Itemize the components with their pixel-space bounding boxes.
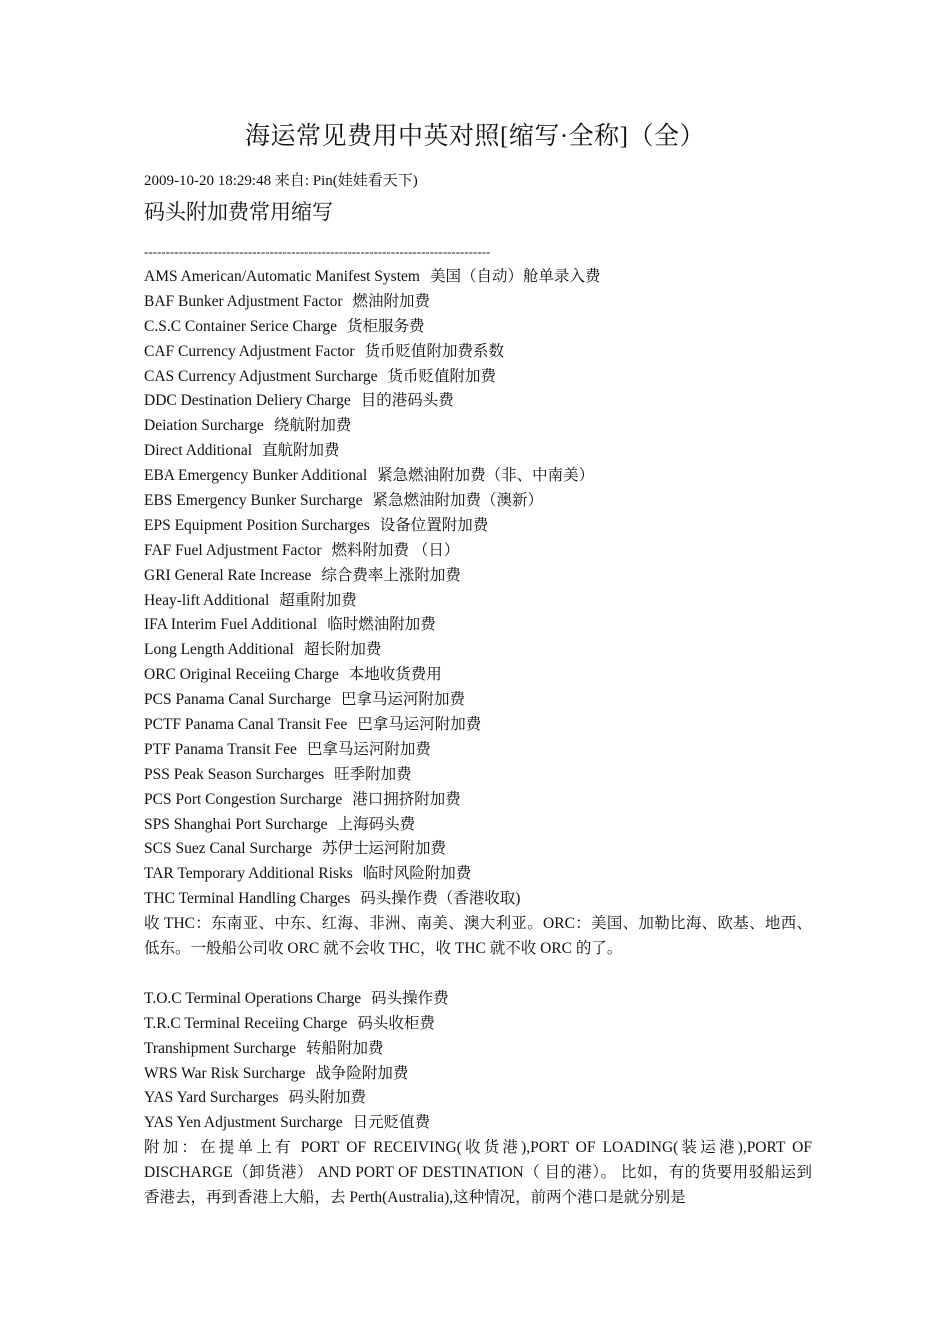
- abbreviation-entry: [144, 1037, 812, 1062]
- abbreviation-entry: [144, 788, 812, 813]
- thc-note-paragraph: 收 THC：东南亚、中东、红海、非洲、南美、澳大利亚。ORC：美国、加勒比海、欧基、地西、低东。一般船公司收 ORC 就不会收 THC，收 THC 就不收 ORC 的了。: [144, 915, 812, 958]
- entry-chinese: 巴拿马运河附加费: [340, 691, 465, 709]
- entry-chinese: 目的港码头费: [360, 392, 454, 410]
- entry-chinese: 货柜服务费: [347, 317, 425, 335]
- abbreviation-entry: [144, 1012, 812, 1037]
- entry-chinese: 巴拿马运河附加费: [306, 740, 431, 758]
- entry-english: CAS Currency Adjustment Surcharge: [144, 367, 378, 385]
- abbreviation-entry: [144, 1111, 812, 1136]
- abbreviation-entry: [144, 564, 812, 589]
- abbreviation-entry: [144, 987, 812, 1012]
- entry-chinese: 码头附加费: [288, 1089, 366, 1107]
- entry-english: AMS American/Automatic Manifest System: [144, 268, 420, 285]
- entry-english: PSS Peak Season Surcharges: [144, 765, 325, 783]
- abbreviation-list: [144, 265, 812, 1211]
- abbreviation-entry: [144, 862, 812, 887]
- entry-english: CAF Currency Adjustment Factor: [144, 342, 355, 360]
- entry-english: YAS Yard Surcharges: [144, 1089, 279, 1107]
- entry-chinese: 巴拿马运河附加费: [357, 716, 482, 734]
- post-meta: 2009-10-20 18:29:48 来自: Pin(娃娃看天下): [144, 173, 418, 189]
- abbreviation-entry: [144, 265, 812, 290]
- entry-chinese: 旺季附加费: [334, 765, 412, 783]
- entry-chinese: 燃料附加费 （日）: [331, 541, 460, 559]
- entry-chinese: 货币贬值附加费系数: [364, 342, 505, 360]
- abbreviation-entry: [144, 887, 812, 912]
- entry-english: EPS Equipment Position Surcharges: [144, 516, 370, 534]
- entry-english: TAR Temporary Additional Risks: [144, 865, 353, 883]
- entry-english: PCTF Panama Canal Transit Fee: [144, 716, 348, 734]
- blank-line: [144, 962, 812, 987]
- entry-chinese: 美国（自动）舱单录入费: [429, 268, 601, 285]
- abbreviation-entry: [144, 489, 812, 514]
- entry-english: Direct Additional: [144, 442, 253, 460]
- entry-english: PTF Panama Transit Fee: [144, 740, 297, 758]
- abbreviation-entry: [144, 738, 812, 763]
- entry-chinese: 临时燃油附加费: [327, 616, 436, 634]
- entry-chinese: 本地收货费用: [348, 666, 442, 684]
- entry-english: PCS Port Congestion Surcharge: [144, 790, 343, 808]
- abbreviation-entry: [144, 340, 812, 365]
- entry-chinese: 日元贬值费: [352, 1114, 431, 1132]
- entry-chinese: 直航附加费: [262, 442, 340, 460]
- entry-chinese: 转船附加费: [305, 1039, 384, 1057]
- ports-note-paragraph: 附加：在提单上有 PORT OF RECEIVING(收货港),PORT OF LOADING(装运港),PORT OF DISCHARGE（卸货港） AND PORT OF DESTINATION（ 目的港）。 比如，有的货要用驳船运到香港去，再到香港上大船，去 Perth(Australia),这种情况，前两个港口是就分别是: [144, 1139, 812, 1207]
- abbreviation-entry: [144, 290, 812, 315]
- entry-chinese: 燃油附加费: [352, 292, 430, 310]
- entry-chinese: 临时风险附加费: [362, 865, 472, 883]
- entry-chinese: 码头收柜费: [357, 1014, 435, 1032]
- entry-chinese: 战争险附加费: [315, 1064, 409, 1082]
- abbreviation-entry: [144, 439, 812, 464]
- entry-chinese: 超长附加费: [303, 641, 382, 659]
- abbreviation-entry: [144, 365, 812, 390]
- entry-english: WRS War Risk Surcharge: [144, 1064, 306, 1082]
- abbreviation-entry: [144, 539, 812, 564]
- abbreviation-entry: [144, 464, 812, 489]
- entry-english: SCS Suez Canal Surcharge: [144, 840, 313, 858]
- entry-english: EBA Emergency Bunker Additional: [144, 467, 368, 485]
- entry-english: EBS Emergency Bunker Surcharge: [144, 492, 363, 510]
- abbreviation-entry: [144, 837, 812, 862]
- entry-english: ORC Original Receiing Charge: [144, 666, 339, 684]
- entry-english: BAF Bunker Adjustment Factor: [144, 292, 343, 310]
- dashed-divider: --------------------------------------------------------------------------------: [144, 244, 491, 259]
- entry-chinese: 货币贬值附加费: [387, 367, 496, 385]
- entry-english: SPS Shanghai Port Surcharge: [144, 815, 328, 833]
- abbreviation-group-b: [144, 987, 812, 1136]
- entry-english: GRI General Rate Increase: [144, 566, 312, 584]
- entry-chinese: 苏伊士运河附加费: [322, 840, 447, 858]
- entry-english: Long Length Additional: [144, 641, 294, 659]
- section-heading: 码头附加费常用缩写: [144, 200, 333, 224]
- entry-english: Heay-lift Additional: [144, 591, 270, 609]
- entry-chinese: 设备位置附加费: [379, 516, 489, 534]
- abbreviation-entry: [144, 589, 812, 614]
- document-title: 海运常见费用中英对照[缩写·全称]（全）: [245, 123, 705, 150]
- abbreviation-entry: [144, 1062, 812, 1087]
- entry-english: YAS Yen Adjustment Surcharge: [144, 1114, 343, 1132]
- abbreviation-entry: [144, 763, 812, 788]
- entry-chinese: 上海码头费: [337, 815, 416, 833]
- abbreviation-entry: [144, 613, 812, 638]
- abbreviation-entry: [144, 713, 812, 738]
- abbreviation-entry: [144, 663, 812, 688]
- entry-chinese: 综合费率上涨附加费: [321, 566, 461, 584]
- abbreviation-entry: [144, 315, 812, 340]
- entry-chinese: 港口拥挤附加费: [352, 790, 461, 808]
- abbreviation-entry: [144, 638, 812, 663]
- abbreviation-entry: [144, 389, 812, 414]
- entry-english: THC Terminal Handling Charges: [144, 890, 351, 908]
- entry-english: T.O.C Terminal Operations Charge: [144, 989, 362, 1007]
- abbreviation-entry: [144, 1086, 812, 1111]
- entry-chinese: 超重附加费: [279, 591, 357, 609]
- abbreviation-entry: [144, 813, 812, 838]
- entry-english: FAF Fuel Adjustment Factor: [144, 541, 322, 559]
- abbreviation-entry: [144, 688, 812, 713]
- entry-chinese: 紧急燃油附加费（非、中南美）: [377, 467, 595, 485]
- entry-chinese: 码头操作费: [371, 989, 449, 1007]
- entry-english: DDC Destination Deliery Charge: [144, 392, 351, 410]
- entry-chinese: 码头操作费（香港收取): [360, 890, 521, 908]
- entry-chinese: 紧急燃油附加费（澳新）: [372, 492, 544, 510]
- abbreviation-entry: [144, 414, 812, 439]
- entry-english: Deiation Surcharge: [144, 417, 264, 435]
- entry-english: T.R.C Terminal Receiing Charge: [144, 1014, 348, 1032]
- entry-english: IFA Interim Fuel Additional: [144, 616, 318, 634]
- entry-english: C.S.C Container Serice Charge: [144, 317, 338, 335]
- entry-english: Transhipment Surcharge: [144, 1039, 296, 1057]
- entry-english: PCS Panama Canal Surcharge: [144, 691, 331, 709]
- abbreviation-group-a: [144, 265, 812, 912]
- abbreviation-entry: [144, 514, 812, 539]
- entry-chinese: 绕航附加费: [273, 417, 352, 435]
